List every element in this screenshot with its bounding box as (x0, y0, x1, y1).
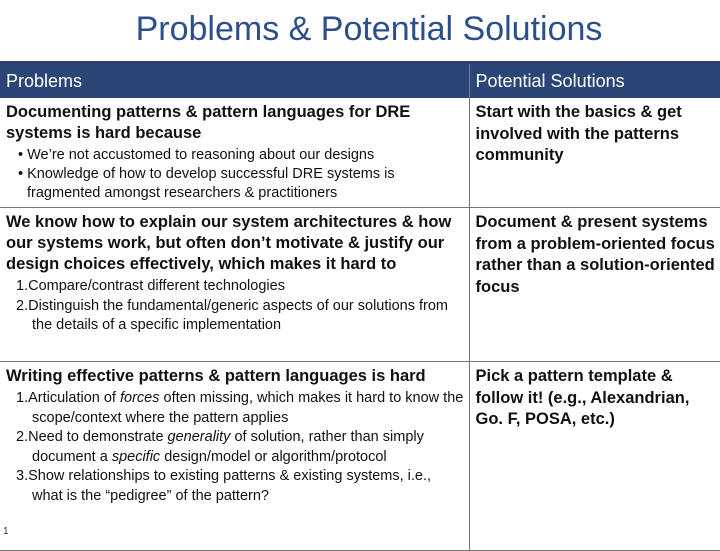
problem-statement: We know how to explain our system architectures & how our systems work, but often don’t motivate & justify our design choices effectively, which makes it hard to (6, 213, 452, 273)
item-text: often missing, which makes it hard to know the scope/context where the pattern applies (32, 390, 464, 426)
item-text: Articulation of (28, 390, 120, 406)
slide-number: 1 (3, 526, 9, 537)
numbered-item (16, 389, 465, 428)
item-emphasis: generality (167, 429, 231, 445)
numbered-item (16, 467, 465, 506)
slide-title: Problems & Potential Solutions (135, 10, 603, 48)
item-number: 2. (16, 429, 29, 445)
solution-statement: Pick a pattern template & follow it! (e.g., Alexandrian, Go. F, POSA, etc.) (475, 367, 690, 428)
column-header-solutions: Potential Solutions (469, 64, 720, 98)
problem-numbered-list (6, 277, 465, 336)
bullet-item: • Knowledge of how to develop successful DRE systems is fragmented amongst researchers & practitioners (18, 165, 465, 203)
numbered-item (16, 277, 465, 297)
item-number: 1. (16, 390, 29, 406)
item-number: 3. (16, 468, 29, 484)
table-row (0, 362, 720, 551)
table-header-row (0, 64, 720, 98)
problem-statement: Documenting patterns & pattern languages for DRE systems is hard because (6, 103, 411, 142)
problem-numbered-list (6, 389, 465, 506)
item-text: Need to demonstrate (28, 429, 168, 445)
column-header-problems: Problems (0, 64, 469, 98)
problems-solutions-table (0, 64, 720, 551)
item-number: 2. (16, 297, 29, 314)
problem-cell (0, 362, 469, 551)
solution-statement: Document & present systems from a problem-oriented focus rather than a solution-oriented focus (475, 213, 715, 296)
solution-cell (469, 362, 720, 551)
numbered-item (16, 297, 465, 336)
problem-statement: Writing effective patterns & pattern languages is hard (6, 367, 426, 385)
bullet-item: • We’re not accustomed to reasoning about our designs (18, 146, 465, 165)
item-text: Distinguish the fundamental/generic aspects of our solutions from the details of a specific implementation (28, 297, 449, 333)
item-text: design/model or algorithm/protocol (160, 448, 387, 465)
item-emphasis: forces (119, 390, 160, 406)
problem-cell (0, 208, 469, 362)
numbered-item (16, 428, 465, 467)
item-number: 1. (16, 278, 29, 294)
item-text: Show relationships to existing patterns & existing systems, i.e., what is the “pedigree” of the pattern? (28, 468, 432, 504)
solution-cell (469, 208, 720, 362)
table-row (0, 208, 720, 362)
table-row (0, 98, 720, 208)
problem-bullets (6, 146, 465, 203)
solution-cell (469, 98, 720, 208)
item-text: Compare/contrast different technologies (28, 278, 285, 294)
item-emphasis: specific (111, 448, 161, 465)
problem-cell (0, 98, 469, 208)
solution-statement: Start with the basics & get involved with the patterns community (475, 103, 682, 164)
item-text: of solution, rather than simply document a (32, 429, 424, 465)
